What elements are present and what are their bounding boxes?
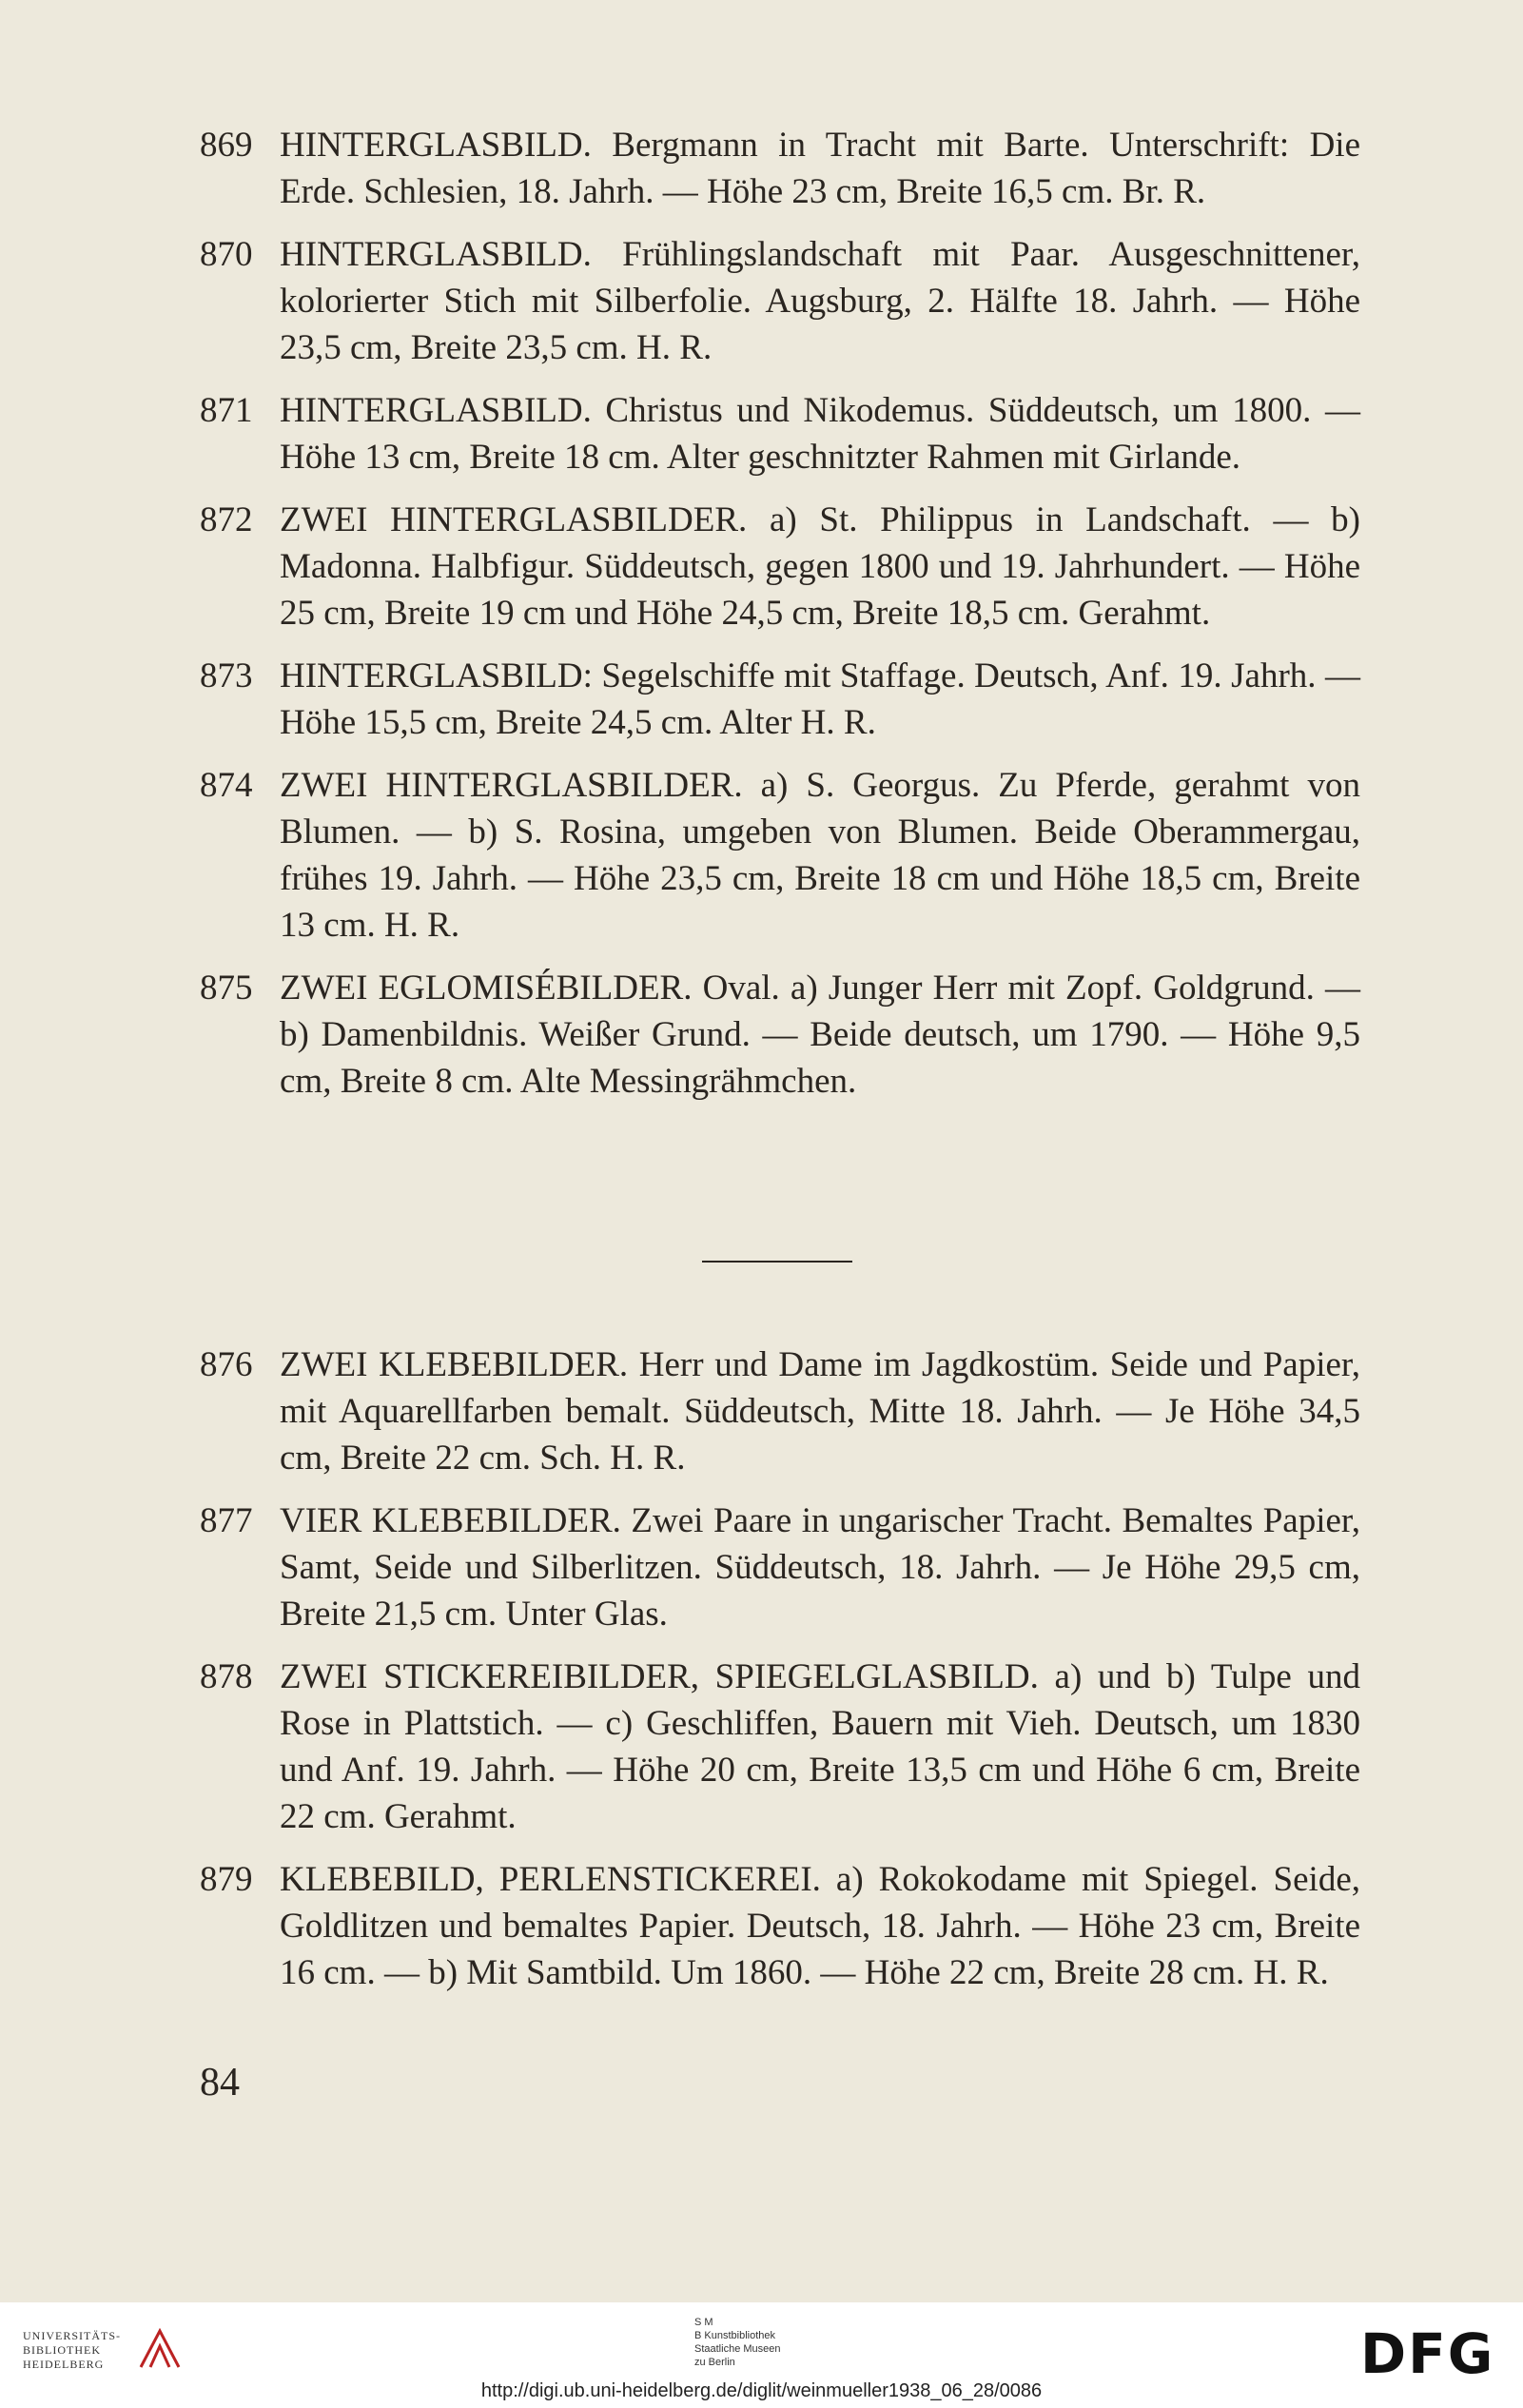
digitization-footer <box>0 2302 1523 2408</box>
smb-line: S M <box>694 2317 713 2328</box>
dfg-logo: DFG <box>1360 2321 1495 2386</box>
smb-line: Staatliche Museen <box>694 2343 781 2355</box>
entry-number: 873 <box>200 656 253 695</box>
entry-number: 877 <box>200 1501 253 1540</box>
entry-number: 879 <box>200 1860 253 1899</box>
catalog-entry <box>200 1498 1360 1637</box>
entry-text: KLEBEBILD, PERLENSTICKEREI. a) Rokokodame mit Spiegel. Seide, Goldlitzen und bemaltes Papier. Deutsch, 18. Jahrh. — Höhe 23 cm, Breite 16 cm. — b) Mit Samtbild. Um 1860. — Höhe 22 cm, Breite 28 cm. H. R. <box>280 1860 1360 1992</box>
catalog-entries-part2 <box>200 1341 1360 2012</box>
entry-number: 878 <box>200 1657 253 1696</box>
entry-number: 875 <box>200 969 253 1008</box>
entry-text: ZWEI KLEBEBILDER. Herr und Dame im Jagdkostüm. Seide und Papier, mit Aquarellfarben bemalt. Süddeutsch, Mitte 18. Jahrh. — Je Höhe 34,5 cm, Breite 22 cm. Sch. H. R. <box>280 1345 1360 1478</box>
entry-text: HINTERGLASBILD: Segelschiffe mit Staffage. Deutsch, Anf. 19. Jahrh. — Höhe 15,5 cm, Breite 24,5 cm. Alter H. R. <box>280 656 1360 742</box>
university-library-logo-text <box>23 2329 121 2372</box>
catalog-entry <box>200 1654 1360 1840</box>
uni-line: HEIDELBERG <box>23 2358 105 2371</box>
university-library-logo-icon <box>133 2323 186 2377</box>
catalog-entry <box>200 1341 1360 1481</box>
entry-text: HINTERGLASBILD. Frühlingslandschaft mit Paar. Ausgeschnittener, kolorierter Stich mit Silberfolie. Augsburg, 2. Hälfte 18. Jahrh. — Höhe 23,5 cm, Breite 23,5 cm. H. R. <box>280 235 1360 367</box>
uni-line: UNIVERSITÄTS- <box>23 2329 121 2342</box>
entry-text: ZWEI STICKEREIBILDER, SPIEGELGLASBILD. a) und b) Tulpe und Rose in Plattstich. — c) Geschliffen, Bauern mit Vieh. Deutsch, um 1830 und Anf. 19. Jahrh. — Höhe 20 cm, Breite 13,5 cm und Höhe 6 cm, Breite 22 cm. Gerahmt. <box>280 1657 1360 1836</box>
entry-number: 871 <box>200 391 253 430</box>
catalog-entry <box>200 762 1360 949</box>
catalog-entry <box>200 231 1360 371</box>
smb-logo-text <box>694 2316 781 2369</box>
catalog-entry <box>200 653 1360 746</box>
uni-line: BIBLIOTHEK <box>23 2343 101 2357</box>
section-divider <box>702 1261 852 1263</box>
entry-number: 876 <box>200 1345 253 1384</box>
entry-text: HINTERGLASBILD. Christus und Nikodemus. Süddeutsch, um 1800. — Höhe 13 cm, Breite 18 cm. Alter geschnitzter Rahmen mit Girlande. <box>280 391 1360 477</box>
catalog-entries-part1 <box>200 122 1360 1121</box>
entry-text: VIER KLEBEBILDER. Zwei Paare in ungarischer Tracht. Bemaltes Papier, Samt, Seide und Silberlitzen. Süddeutsch, 18. Jahrh. — Je Höhe 29,5 cm, Breite 21,5 cm. Unter Glas. <box>280 1501 1360 1634</box>
smb-line: B Kunstbibliothek <box>694 2330 775 2341</box>
entry-number: 874 <box>200 766 253 805</box>
entry-text: HINTERGLASBILD. Bergmann in Tracht mit Barte. Unterschrift: Die Erde. Schlesien, 18. Jahrh. — Höhe 23 cm, Breite 16,5 cm. Br. R. <box>280 126 1360 211</box>
entry-text: ZWEI HINTERGLASBILDER. a) S. Georgus. Zu Pferde, gerahmt von Blumen. — b) S. Rosina, umgeben von Blumen. Beide Oberammergau, frühes 19. Jahrh. — Höhe 23,5 cm, Breite 18 cm und Höhe 18,5 cm, Breite 13 cm. H. R. <box>280 766 1360 945</box>
page-number: 84 <box>200 2061 240 2105</box>
entry-number: 869 <box>200 126 253 165</box>
catalog-entry <box>200 497 1360 636</box>
catalog-entry <box>200 122 1360 215</box>
source-url-link[interactable]: http://digi.ub.uni-heidelberg.de/diglit/weinmueller1938_06_28/0086 <box>480 2380 1043 2401</box>
catalog-entry <box>200 1856 1360 1996</box>
catalog-entry <box>200 387 1360 480</box>
entry-text: ZWEI HINTERGLASBILDER. a) St. Philippus in Landschaft. — b) Madonna. Halbfigur. Süddeutsch, gegen 1800 und 19. Jahrhundert. — Höhe 25 cm, Breite 19 cm und Höhe 24,5 cm, Breite 18,5 cm. Gerahmt. <box>280 500 1360 633</box>
entry-number: 870 <box>200 235 253 274</box>
catalog-entry <box>200 965 1360 1105</box>
entry-number: 872 <box>200 500 253 539</box>
entry-text: ZWEI EGLOMISÉBILDER. Oval. a) Junger Herr mit Zopf. Goldgrund. — b) Damenbildnis. Weißer Grund. — Beide deutsch, um 1790. — Höhe 9,5 cm, Breite 8 cm. Alte Messingrähmchen. <box>280 969 1360 1101</box>
smb-line: zu Berlin <box>694 2357 735 2368</box>
